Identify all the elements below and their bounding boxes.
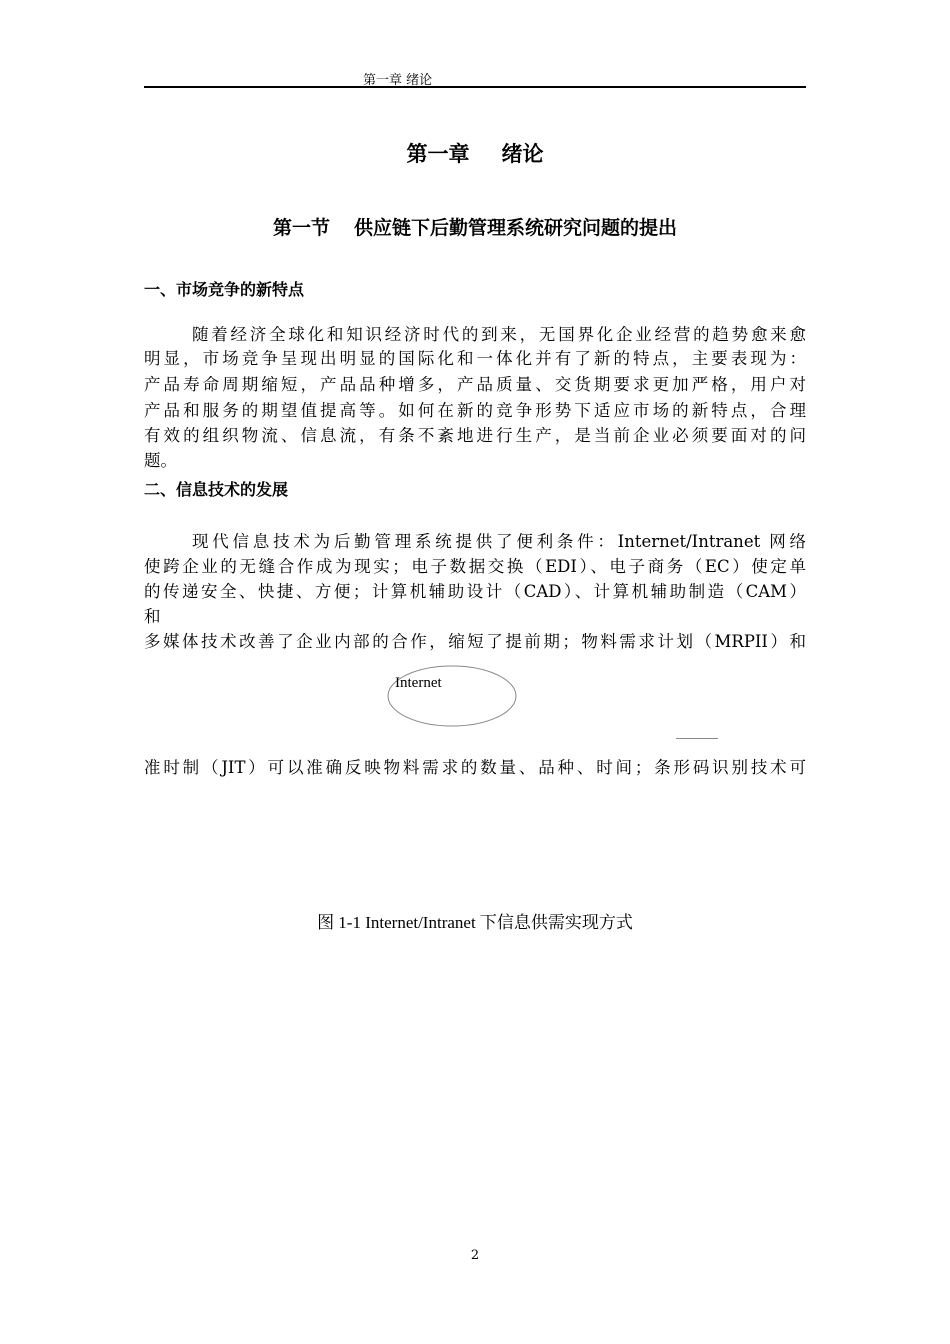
paragraph-line: 和 bbox=[144, 607, 161, 626]
paragraph-line: 题。 bbox=[144, 451, 177, 470]
paragraph-line: 使跨企业的无缝合作成为现实；电子数据交换（EDI）、电子商务（EC）使定单 bbox=[144, 557, 806, 576]
paragraph-line: 准时制（JIT）可以准确反映物料需求的数量、品种、时间；条形码识别技术可 bbox=[144, 758, 806, 777]
chapter-name: 绪论 bbox=[501, 142, 544, 166]
paragraph-line: 产品寿命周期缩短，产品品种增多，产品质量、交货期要求更加严格，用户对 bbox=[144, 375, 806, 394]
section-title bbox=[0, 213, 950, 240]
paragraph-line: 的传递安全、快捷、方便；计算机辅助设计（CAD）、计算机辅助制造（CAM） bbox=[144, 582, 806, 601]
paragraph-line: 多媒体技术改善了企业内部的合作，缩短了提前期；物料需求计划（MRPII）和 bbox=[144, 632, 806, 651]
chapter-title bbox=[0, 138, 950, 168]
subsection-heading-market: 一、市场竞争的新特点 bbox=[144, 280, 305, 299]
subsection-heading-it: 二、信息技术的发展 bbox=[144, 480, 289, 499]
running-header: 第一章 绪论 bbox=[363, 73, 433, 88]
paragraph-line: 现代信息技术为后勤管理系统提供了便利条件：Internet/Intranet 网络 bbox=[192, 532, 806, 551]
diagram-connector-line bbox=[676, 738, 718, 739]
section-name: 供应链下后勤管理系统研究问题的提出 bbox=[354, 217, 678, 239]
header-rule bbox=[144, 86, 806, 88]
internet-node-label: Internet bbox=[395, 675, 442, 691]
paragraph-line: 有效的组织物流、信息流，有条不紊地进行生产，是当前企业必须要面对的问 bbox=[144, 426, 806, 445]
paragraph-line: 明显，市场竞争呈现出明显的国际化和一体化并有了新的特点，主要表现为： bbox=[144, 349, 806, 368]
internet-diagram bbox=[380, 660, 530, 732]
paragraph-line: 产品和服务的期望值提高等。如何在新的竞争形势下适应市场的新特点，合理 bbox=[144, 401, 806, 420]
page-number: 2 bbox=[470, 1248, 480, 1263]
figure-caption: 图 1-1 Internet/Intranet 下信息供需实现方式 bbox=[317, 913, 633, 932]
section-number: 第一节 bbox=[272, 217, 330, 239]
paragraph-line: 随着经济全球化和知识经济时代的到来，无国界化企业经营的趋势愈来愈 bbox=[192, 325, 806, 344]
chapter-number: 第一章 bbox=[406, 142, 470, 166]
